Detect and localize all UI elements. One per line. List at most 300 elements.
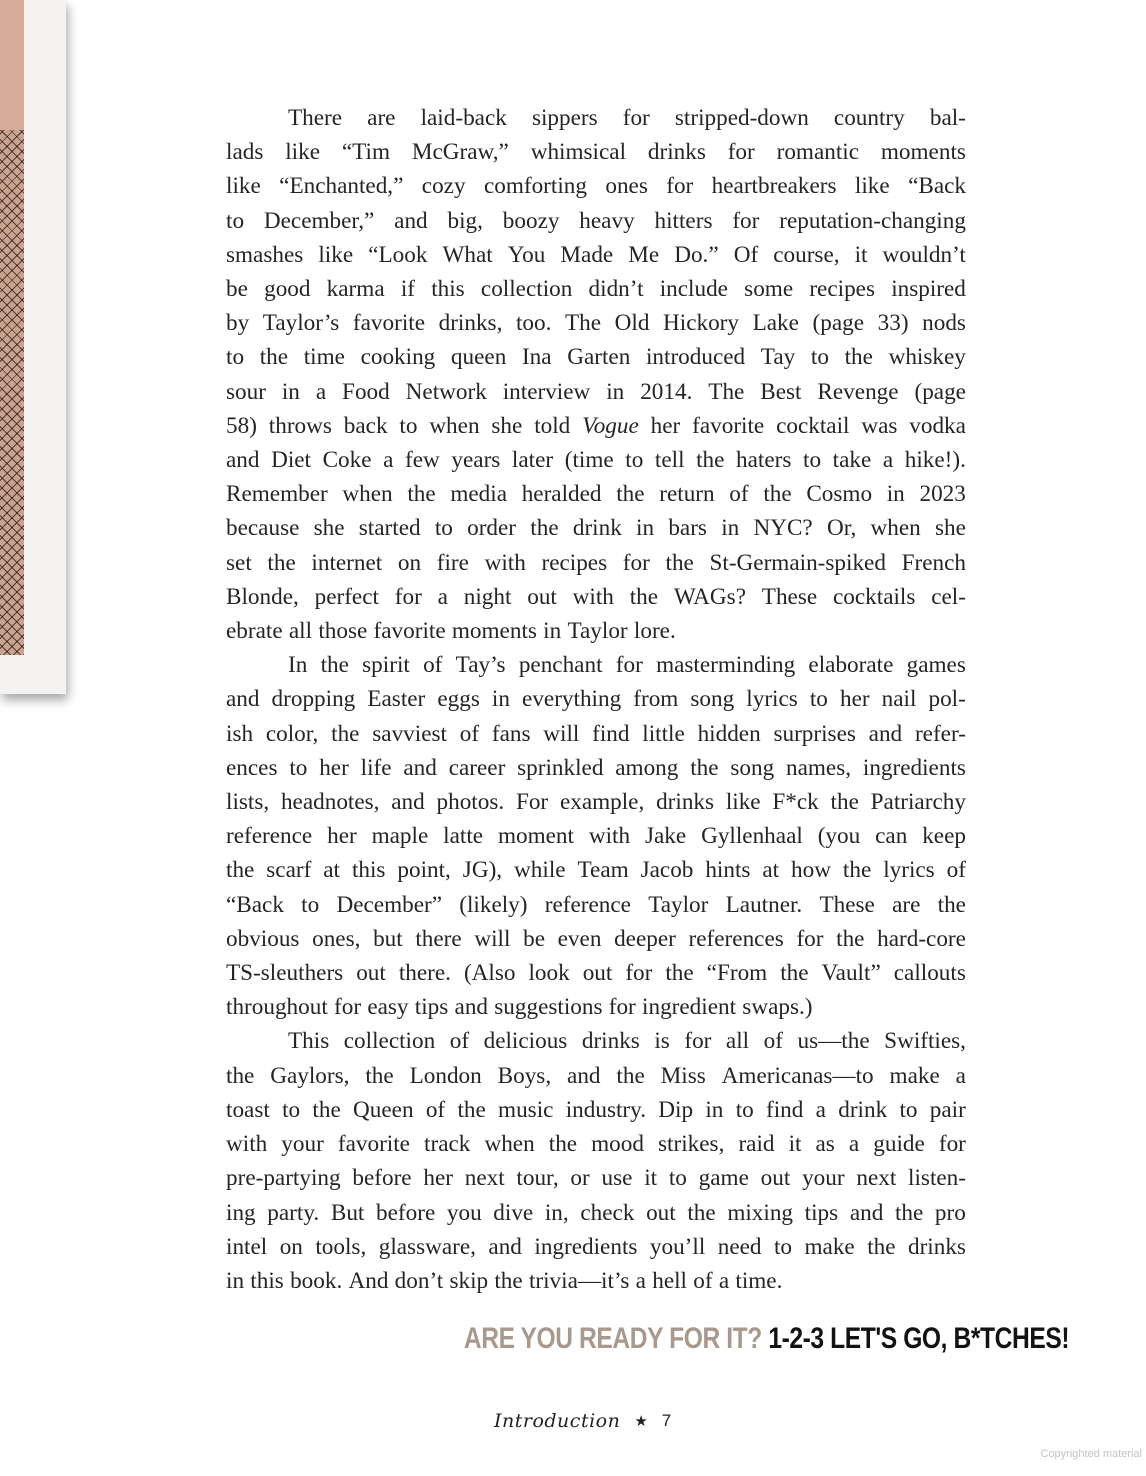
word: it [788, 1131, 802, 1158]
word: Revenge [817, 378, 899, 405]
text-line [226, 922, 966, 956]
word: out [646, 1199, 676, 1226]
word: for [938, 1131, 966, 1158]
word: to [773, 1233, 793, 1260]
word: These [761, 583, 818, 610]
word: scarf [266, 857, 312, 884]
word: how [791, 857, 831, 884]
word: are [892, 891, 921, 918]
word: refer- [914, 720, 966, 747]
word: like [226, 173, 261, 200]
word: whimsical [530, 139, 627, 166]
word: look [528, 960, 570, 987]
word: those [318, 618, 368, 645]
word: with [226, 1131, 268, 1158]
word: the [320, 652, 349, 679]
word: Food [342, 378, 390, 405]
word: Garten [567, 344, 631, 371]
word: the [937, 891, 966, 918]
word: ing [226, 1199, 256, 1226]
word: her [650, 412, 681, 439]
word: her [319, 754, 349, 781]
word: of [729, 481, 749, 508]
word: her [423, 1165, 453, 1192]
word: (page [812, 310, 865, 337]
word: ingredients [862, 754, 966, 781]
word: ingredients [534, 1233, 638, 1260]
word: book. [290, 1267, 343, 1294]
word: and [454, 994, 489, 1021]
word: of [946, 857, 966, 884]
word: and [394, 207, 428, 234]
word: the [530, 515, 559, 542]
word: for [622, 549, 650, 576]
word: Or, [826, 515, 857, 542]
word: whiskey [888, 344, 966, 371]
word: a [383, 447, 394, 474]
word: cooking [360, 344, 436, 371]
word: (page [914, 378, 966, 405]
word: Lake [752, 310, 799, 337]
word: in [543, 618, 562, 645]
word: the [226, 857, 255, 884]
text-line [226, 238, 966, 272]
word: if [400, 276, 415, 303]
word: this [250, 1267, 284, 1294]
text-line [226, 204, 966, 238]
text-line [226, 101, 966, 135]
word: in [281, 378, 300, 405]
word: throws [268, 412, 332, 439]
word: all [288, 618, 313, 645]
word: stripped-down [674, 105, 809, 131]
word: smashes [226, 241, 304, 268]
word: to [226, 207, 245, 234]
word: “Back [226, 891, 284, 918]
word: for [666, 173, 694, 200]
photo-strip [0, 0, 66, 694]
word: perfect [314, 583, 379, 610]
word: take [832, 447, 872, 474]
text-line [226, 751, 966, 785]
word: out [356, 960, 386, 987]
word: mood [591, 1131, 644, 1158]
text-line [226, 1161, 966, 1195]
word: games [906, 652, 966, 679]
word: out [527, 583, 557, 610]
word: to [803, 447, 822, 474]
word: For [515, 789, 549, 816]
word: a [815, 1096, 826, 1123]
word: with [572, 583, 614, 610]
word: nods [922, 310, 966, 337]
word: was [861, 412, 898, 439]
word: like [725, 789, 761, 816]
word: there. [398, 960, 451, 987]
word: in [606, 378, 625, 405]
word: JG), [462, 857, 503, 884]
text-line [226, 272, 966, 306]
word: the [690, 754, 719, 781]
word: collection [480, 276, 573, 303]
word: example, [559, 789, 645, 816]
word: references [688, 925, 784, 952]
word: the [312, 1096, 341, 1123]
word: the [616, 1062, 645, 1089]
word: the [407, 481, 436, 508]
word: time [303, 344, 345, 371]
headline-question: ARE YOU READY FOR IT? [463, 1322, 762, 1355]
word: out [582, 960, 613, 987]
word: there [415, 925, 462, 952]
word: from [633, 686, 679, 713]
word: 2023 [919, 481, 966, 508]
word: suggestions [494, 994, 603, 1021]
word: the [763, 481, 792, 508]
word: for [684, 1028, 712, 1055]
word: and [226, 447, 260, 474]
word: comforting [483, 173, 587, 200]
word: These [819, 891, 875, 918]
word: as [815, 1131, 835, 1158]
word: good [264, 276, 311, 303]
word: a [635, 1267, 646, 1294]
word: before [376, 1199, 436, 1226]
word: life [360, 754, 392, 781]
word: Diet [271, 447, 311, 474]
word: romantic [776, 139, 860, 166]
word: set [226, 549, 252, 576]
word: with [588, 823, 631, 850]
word: to [301, 891, 320, 918]
word: song [690, 686, 735, 713]
text-line [226, 169, 966, 203]
word: (time [564, 447, 614, 474]
word: throughout [226, 994, 328, 1021]
word: Jacob [640, 857, 694, 884]
word: Made [560, 241, 614, 268]
word: callouts [893, 960, 966, 987]
word: Gaylors, [270, 1062, 350, 1089]
word: ones [605, 173, 648, 200]
word: the [665, 549, 694, 576]
word: pol- [928, 686, 966, 713]
word: F*ck [772, 789, 819, 816]
word: Of [733, 241, 759, 268]
word: the [780, 960, 809, 987]
word: ingredient [642, 994, 737, 1021]
word: and [403, 754, 437, 781]
word: karma [326, 276, 385, 303]
word: the [457, 1096, 486, 1123]
word: for [796, 925, 824, 952]
word: drink [838, 1096, 888, 1123]
word: at [762, 857, 780, 884]
word: But [330, 1199, 365, 1226]
word: music [498, 1096, 554, 1123]
word: among [615, 754, 679, 781]
word: bal- [929, 105, 966, 131]
word: with [484, 549, 526, 576]
text-line [226, 717, 966, 751]
word: Tay’s [455, 652, 506, 679]
word: obvious [226, 925, 300, 952]
word: back [343, 412, 388, 439]
word: queen [450, 344, 507, 371]
word: big, [447, 207, 483, 234]
word: hike!). [904, 447, 966, 474]
word: swaps.) [742, 994, 813, 1021]
word: point, [397, 857, 451, 884]
word: to [810, 344, 829, 371]
word: 33) [877, 310, 909, 337]
word: heralded [521, 481, 602, 508]
word: delicious [483, 1028, 568, 1055]
word: “Back [908, 173, 966, 200]
word: make [889, 1062, 940, 1089]
word: in [491, 686, 510, 713]
word: to [282, 1096, 301, 1123]
word: a [437, 583, 448, 610]
text-line [226, 819, 966, 853]
word: internet [311, 549, 383, 576]
word: in [886, 481, 905, 508]
word: Dip [658, 1096, 694, 1123]
word: Easter [367, 686, 426, 713]
word: be [523, 925, 545, 952]
word: industry. [565, 1096, 647, 1123]
word: Network [405, 378, 487, 405]
word: the [836, 925, 865, 952]
word: few [405, 447, 440, 474]
word: in, [544, 1199, 569, 1226]
body-text [226, 101, 966, 1298]
word: “From [706, 960, 768, 987]
word: hitters [654, 207, 713, 234]
word: career [448, 754, 506, 781]
word: NYC? [753, 515, 813, 542]
word: a [718, 1267, 730, 1294]
word: us—the [797, 1028, 870, 1055]
word: surprises [773, 720, 856, 747]
word: lads [226, 139, 264, 166]
word: skip [449, 1267, 489, 1294]
text-line [226, 1127, 966, 1161]
text-line [226, 682, 966, 716]
word: to [434, 515, 453, 542]
word: for [622, 105, 650, 131]
word: reputation-changing [779, 207, 966, 234]
text-line [226, 785, 966, 819]
word: don’t [394, 1267, 444, 1294]
word: guide [873, 1131, 925, 1158]
word: Tay [760, 344, 796, 371]
word: she [491, 412, 523, 439]
word: your [802, 1165, 845, 1192]
word: ones, [312, 925, 361, 952]
word: this [431, 276, 465, 303]
copyright-notice: Copyrighted material [1040, 1448, 1142, 1460]
word: drinks [656, 789, 715, 816]
word: “Look [368, 241, 428, 268]
word: this [351, 857, 386, 884]
word: you [446, 1199, 482, 1226]
word: the [259, 344, 289, 371]
word: game [698, 1165, 749, 1192]
word: party. [267, 1199, 320, 1226]
word: some [744, 276, 794, 303]
word: tell [654, 447, 685, 474]
word: moments [880, 139, 966, 166]
word: country [833, 105, 905, 131]
word: tools, [315, 1233, 367, 1260]
word: “Tim [341, 139, 390, 166]
word: ebrate [226, 618, 283, 645]
word: lore. [633, 618, 676, 645]
word: Me [628, 241, 660, 268]
word: to [668, 1165, 687, 1192]
word: The [564, 310, 602, 337]
word: the [894, 1199, 924, 1226]
word: vodka [909, 412, 966, 439]
star-icon: ★ [634, 1412, 648, 1430]
word: for [334, 994, 362, 1021]
word: include [659, 276, 728, 303]
word: sippers [531, 105, 598, 131]
word: of [693, 1267, 713, 1294]
word: it [644, 1165, 658, 1192]
word: tips [804, 1199, 839, 1226]
word: haters [736, 447, 792, 474]
word: to [289, 754, 308, 781]
word: Taylor’s [262, 310, 340, 337]
word: Miss [660, 1062, 706, 1089]
word: to [899, 1096, 918, 1123]
word: inspired [891, 276, 966, 303]
word: the [548, 1131, 578, 1158]
word: course, [773, 241, 840, 268]
word: use [601, 1165, 633, 1192]
word: (likely) [459, 891, 528, 918]
word: even [557, 925, 602, 952]
word: before [352, 1165, 412, 1192]
word: pair [929, 1096, 966, 1123]
word: told [534, 412, 571, 439]
word: next [856, 1165, 897, 1192]
word: collection [343, 1028, 436, 1055]
word: toast [226, 1096, 270, 1123]
text-line [226, 1093, 966, 1127]
word: find [766, 1096, 804, 1123]
word: check [580, 1199, 635, 1226]
word: the [267, 549, 296, 576]
word: names, [786, 754, 852, 781]
text-line [226, 511, 966, 545]
word: December” [336, 891, 443, 918]
word: mixing [727, 1199, 794, 1226]
text-line [226, 990, 966, 1024]
word: In [288, 652, 308, 679]
word: favorite [373, 618, 446, 645]
headline-exclamation: 1-2-3 LET'S GO, B*TCHES! [768, 1322, 1069, 1355]
word: and [488, 1233, 522, 1260]
word: night [463, 583, 512, 610]
word: Blonde, [226, 583, 299, 610]
word: of [763, 1028, 783, 1055]
word: make [804, 1233, 855, 1260]
word: What [442, 241, 493, 268]
word: This [288, 1028, 330, 1055]
word: to [735, 1096, 754, 1123]
word: savviest [372, 720, 447, 747]
word: fire [436, 549, 469, 576]
word: the [844, 344, 873, 371]
word: of [449, 1028, 470, 1055]
word: McGraw,” [411, 139, 509, 166]
word: the [687, 1199, 716, 1226]
word: by [226, 310, 250, 337]
word: And [348, 1267, 389, 1294]
word: when [429, 412, 480, 439]
word: photos. [436, 789, 505, 816]
word: Queen [353, 1096, 414, 1123]
word: drink [572, 515, 622, 542]
word: the [616, 481, 645, 508]
word: ish [226, 720, 254, 747]
word: Taylor [567, 618, 628, 645]
text-line [226, 306, 966, 340]
word: fans [491, 720, 531, 747]
word: favorite [352, 310, 425, 337]
word: intel [226, 1233, 268, 1260]
word: because [226, 515, 300, 542]
word: heartbreakers [711, 173, 837, 200]
word: eggs [437, 686, 480, 713]
word: it [854, 241, 868, 268]
word: drinks, [438, 310, 503, 337]
word: the [494, 1267, 523, 1294]
word: (you [817, 823, 861, 850]
word: penchant [518, 652, 603, 679]
word: in [636, 515, 655, 542]
word: media [450, 481, 508, 508]
word: dropping [271, 686, 356, 713]
text-line [226, 375, 966, 409]
word: find [592, 720, 630, 747]
word: 2014. [640, 378, 693, 405]
word: dive [493, 1199, 534, 1226]
word: TS-sleuthers [226, 960, 344, 987]
word: for [732, 207, 760, 234]
word: and [567, 1062, 601, 1089]
word: and [868, 720, 903, 747]
word: for [394, 583, 422, 610]
word: Cosmo [806, 481, 873, 508]
word: Old [614, 310, 650, 337]
word: are [367, 105, 396, 131]
word: too. [515, 310, 552, 337]
word: elaborate [808, 652, 894, 679]
word: the [842, 857, 872, 884]
word: London [409, 1062, 482, 1089]
word: Remember [226, 481, 328, 508]
word: Team [577, 857, 629, 884]
word: or [570, 1165, 590, 1192]
word: on [397, 549, 422, 576]
word: and [226, 686, 260, 713]
word: cocktail [776, 412, 850, 439]
word: pro [934, 1199, 966, 1226]
